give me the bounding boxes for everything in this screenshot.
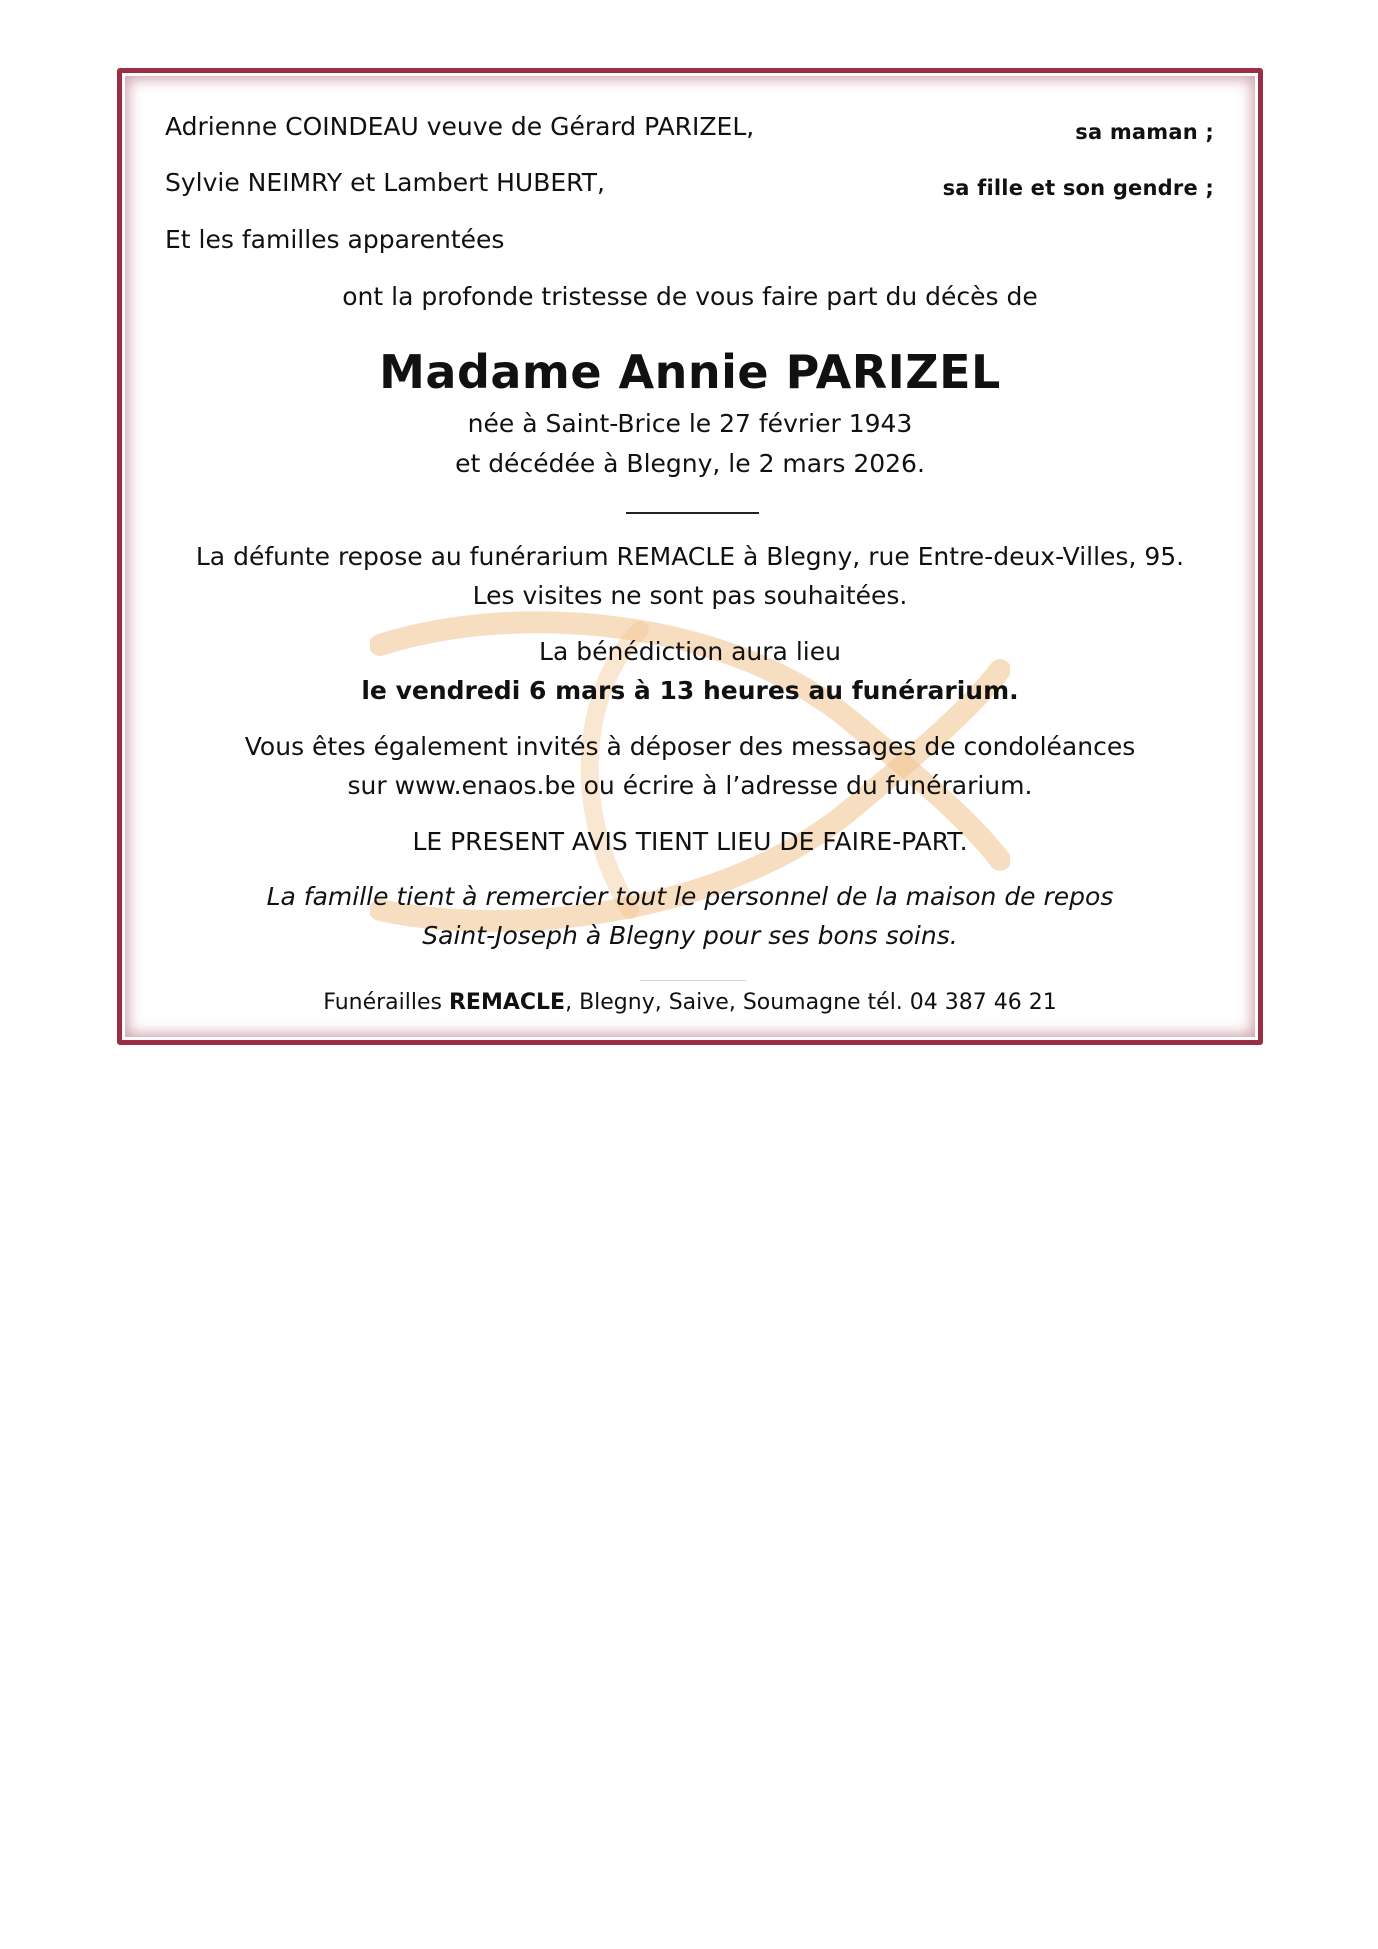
faire-part-notice: LE PRESENT AVIS TIENT LIEU DE FAIRE-PART. (412, 827, 968, 856)
footer-text (117, 988, 1263, 1018)
family-line-relatives: Et les familles apparentées (165, 225, 505, 254)
death-line: et décédée à Blegny, le 2 mars 2026. (455, 449, 925, 478)
family-line-daughter: Sylvie NEIMRY et Lambert HUBERT, (165, 168, 605, 197)
condolences-line-2: sur www.enaos.be ou écrire à l’adresse du funérarium. (347, 771, 1033, 800)
birth-line: née à Saint-Brice le 27 février 1943 (467, 409, 913, 438)
ceremony-datetime: le vendredi 6 mars à 13 heures au funérarium. (361, 676, 1019, 705)
thanks-line-2: Saint-Joseph à Blegny pour ses bons soins. (422, 921, 958, 950)
relation-daughter: sa fille et son gendre ; (942, 176, 1214, 200)
thanks-line-1: La famille tient à remercier tout le personnel de la maison de repos (266, 882, 1114, 911)
rest-location: La défunte repose au funérarium REMACLE à Blegny, rue Entre-deux-Villes, 95. (195, 542, 1185, 571)
footer-prefix: Funérailles (323, 990, 449, 1015)
ceremony-intro: La bénédiction aura lieu (539, 637, 841, 666)
separator-rule (626, 512, 759, 514)
footer-company: REMACLE (448, 990, 566, 1015)
condolences-line-1: Vous êtes également invités à déposer des messages de condoléances (244, 732, 1136, 761)
relation-mother: sa maman ; (1075, 120, 1214, 144)
deceased-name: Madame Annie PARIZEL (379, 345, 1001, 399)
footer-details: , Blegny, Saive, Soumagne tél. 04 387 46 21 (565, 990, 1057, 1015)
footer-separator (640, 980, 746, 981)
family-line-mother: Adrienne COINDEAU veuve de Gérard PARIZEL, (165, 112, 755, 141)
announcement-text: ont la profonde tristesse de vous faire part du décès de (342, 282, 1038, 311)
visits-note: Les visites ne sont pas souhaitées. (472, 581, 908, 610)
